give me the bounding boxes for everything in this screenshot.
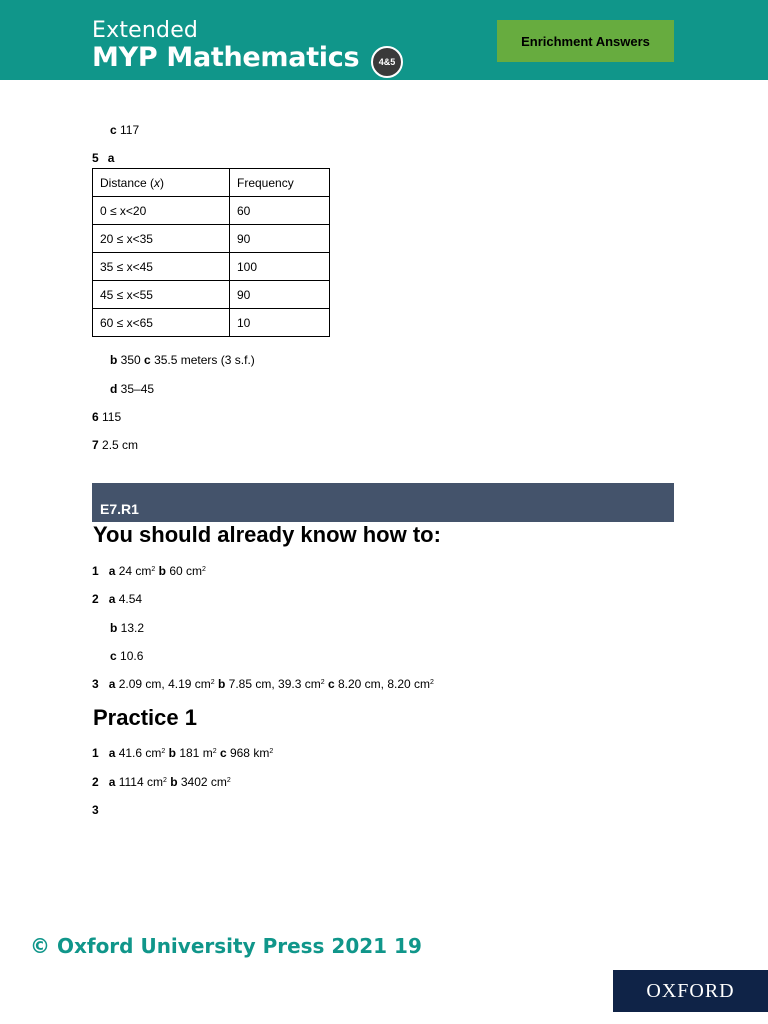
answer-part-label: c xyxy=(327,677,335,691)
table-cell-range: 20 ≤ x<35 xyxy=(93,225,230,253)
answer-text: 35–45 xyxy=(117,382,155,396)
question-number: 2 xyxy=(92,775,99,789)
answer-line-c117 xyxy=(110,123,139,137)
table-header-frequency: Frequency xyxy=(230,169,330,197)
answer-text: 13.2 xyxy=(117,621,145,635)
answer-part-label: c xyxy=(144,353,151,367)
answer-part-label: a xyxy=(108,592,116,606)
question-7-line xyxy=(92,438,138,452)
answer-part-label: d xyxy=(110,382,118,396)
answer-text: 2.5 cm xyxy=(98,438,139,452)
copyright-text: © Oxford University Press 2021 19 xyxy=(30,934,422,958)
table-header-distance: Distance (x) xyxy=(93,169,230,197)
answer-text: 117 xyxy=(116,123,140,137)
table-row xyxy=(93,197,330,225)
practice-q2-line xyxy=(92,775,231,789)
answer-part-label: a xyxy=(108,775,116,789)
know-how-q2a-line xyxy=(92,592,142,606)
answer-text: 1114 cm xyxy=(115,775,163,789)
superscript: 2 xyxy=(212,748,217,755)
answer-text: 10.6 xyxy=(116,649,144,663)
answer-part-label: a xyxy=(108,564,116,578)
know-how-q2b-line xyxy=(110,621,144,635)
answer-text: 8.20 cm, 8.20 cm xyxy=(334,677,431,691)
answer-text: 2.09 cm, 4.19 cm xyxy=(115,677,211,691)
answer-text: 41.6 cm xyxy=(115,746,162,760)
practice-heading: Practice 1 xyxy=(93,705,197,730)
superscript: 2 xyxy=(151,566,156,573)
know-how-q1-line xyxy=(92,564,206,578)
answer-part-label: b xyxy=(158,564,166,578)
brand-title-myp-mathematics: MYP Mathematics xyxy=(92,42,360,73)
answer-part-label: a xyxy=(108,677,116,691)
answer-line-5b-5c xyxy=(110,353,255,367)
table-cell-frequency: 100 xyxy=(230,253,330,281)
superscript: 2 xyxy=(430,679,434,686)
know-how-q2c-line xyxy=(110,649,143,663)
brand-badge: 4&5 xyxy=(371,46,403,78)
enrichment-answers-label: Enrichment Answers xyxy=(497,20,674,62)
question-number: 6 xyxy=(92,410,99,424)
superscript: 2 xyxy=(210,679,215,686)
question-number: 3 xyxy=(92,803,99,817)
header-banner xyxy=(0,0,768,80)
answer-part-label: a xyxy=(108,746,116,760)
answer-part-label: c xyxy=(110,649,117,663)
practice-q3-line xyxy=(92,803,99,817)
answer-part-label: c xyxy=(219,746,227,760)
section-bar xyxy=(92,483,674,522)
answer-part-label: b xyxy=(110,353,118,367)
answer-text: 24 cm xyxy=(115,564,152,578)
question-number: 2 xyxy=(92,592,99,606)
question-6-line xyxy=(92,410,121,424)
answer-text: 181 m xyxy=(176,746,213,760)
answer-part-label: b xyxy=(170,775,178,789)
oxford-logo: OXFORD xyxy=(613,970,768,1012)
question-number: 1 xyxy=(92,564,99,578)
brand-title-extended: Extended xyxy=(92,18,199,43)
answer-text: 60 cm xyxy=(165,564,202,578)
question-number: 3 xyxy=(92,677,99,691)
table-cell-range: 45 ≤ x<55 xyxy=(93,281,230,309)
table-cell-range: 0 ≤ x<20 xyxy=(93,197,230,225)
table-row xyxy=(93,225,330,253)
answer-part-label: a xyxy=(107,151,115,165)
table-header-row xyxy=(93,169,330,197)
question-number: 7 xyxy=(92,438,99,452)
superscript: 2 xyxy=(162,777,167,784)
answer-text: 7.85 cm, 39.3 cm xyxy=(225,677,321,691)
answer-text: 968 km xyxy=(226,746,270,760)
section-heading: You should already know how to: xyxy=(93,522,441,547)
table-row xyxy=(93,253,330,281)
answer-line-5d xyxy=(110,382,154,396)
superscript: 2 xyxy=(269,748,274,755)
superscript: 2 xyxy=(226,777,231,784)
practice-q1-line xyxy=(92,746,273,760)
table-cell-frequency: 60 xyxy=(230,197,330,225)
superscript: 2 xyxy=(320,679,325,686)
table-cell-frequency: 90 xyxy=(230,225,330,253)
question-number: 1 xyxy=(92,746,99,760)
answer-part-label: b xyxy=(168,746,176,760)
know-how-q3-line xyxy=(92,677,434,691)
answer-part-label: c xyxy=(110,123,117,137)
table-row xyxy=(93,309,330,337)
frequency-table xyxy=(92,168,330,337)
superscript: 2 xyxy=(202,566,206,573)
question-5-line xyxy=(92,151,114,165)
answer-part-label: b xyxy=(110,621,118,635)
table-cell-range: 60 ≤ x<65 xyxy=(93,309,230,337)
answer-text: 115 xyxy=(98,410,122,424)
superscript: 2 xyxy=(161,748,166,755)
table-cell-range: 35 ≤ x<45 xyxy=(93,253,230,281)
table-row xyxy=(93,281,330,309)
section-code: E7.R1 xyxy=(100,501,139,517)
question-number: 5 xyxy=(92,151,99,165)
answer-text: 4.54 xyxy=(115,592,143,606)
answer-part-label: b xyxy=(218,677,226,691)
table-cell-frequency: 90 xyxy=(230,281,330,309)
answer-text: 3402 cm xyxy=(177,775,227,789)
answer-text: 35.5 meters (3 s.f.) xyxy=(150,353,255,367)
answer-text: 350 xyxy=(117,353,145,367)
table-cell-frequency: 10 xyxy=(230,309,330,337)
